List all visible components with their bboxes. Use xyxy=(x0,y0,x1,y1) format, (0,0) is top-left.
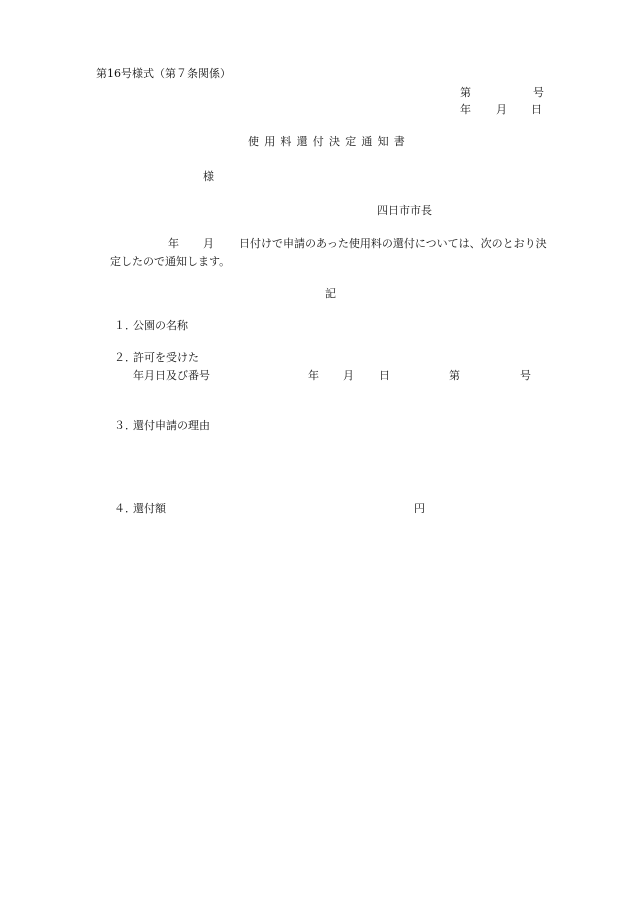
item-3-number: ３． xyxy=(114,419,136,432)
body-line1: 日付けで申請のあった使用料の還付については、次のとおり決 xyxy=(239,237,547,250)
item-2-month: 月 xyxy=(343,369,354,382)
header-go: 号 xyxy=(533,86,544,99)
header-year: 年 xyxy=(460,103,471,116)
form-id: 第16号様式（第７条関係） xyxy=(96,67,231,80)
body-year: 年 xyxy=(168,237,179,250)
item-2-go: 号 xyxy=(520,369,531,382)
header-month: 月 xyxy=(496,103,507,116)
body-line2: 定したので通知します。 xyxy=(110,255,231,268)
item-2-number: ２． xyxy=(114,351,136,364)
document-title: 使用料還付決定通知書 xyxy=(248,135,410,148)
item-1-number: １． xyxy=(114,319,136,332)
item-3-label: 還付申請の理由 xyxy=(133,419,210,432)
header-dai: 第 xyxy=(460,86,471,99)
body-month: 月 xyxy=(203,237,214,250)
item-2-label: 許可を受けた xyxy=(133,351,199,364)
item-2-dai: 第 xyxy=(449,369,460,382)
item-2-year: 年 xyxy=(308,369,319,382)
header-day: 日 xyxy=(531,103,542,116)
item-2-day: 日 xyxy=(379,369,390,382)
item-1-label: 公園の名称 xyxy=(133,319,188,332)
item-4-number: ４． xyxy=(114,502,136,515)
issuer: 四日市市長 xyxy=(377,204,432,217)
item-4-label: 還付額 xyxy=(133,502,166,515)
addressee-suffix: 様 xyxy=(203,170,214,183)
ki-label: 記 xyxy=(325,287,336,300)
item-2-label-line2: 年月日及び番号 xyxy=(133,369,210,382)
item-4-unit: 円 xyxy=(414,502,425,515)
